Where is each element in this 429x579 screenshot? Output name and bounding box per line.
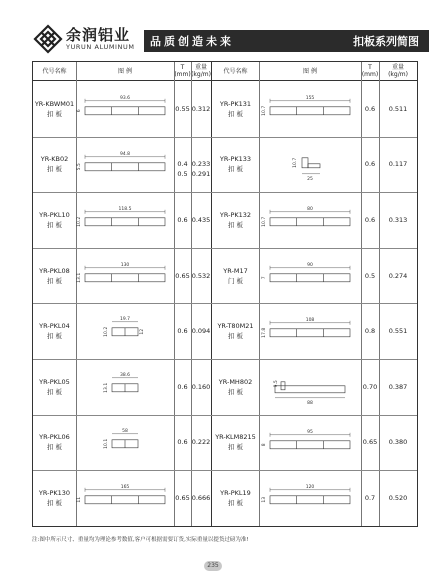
thickness-value: 0.5 bbox=[364, 271, 376, 280]
weight-value: 0.313 bbox=[388, 216, 408, 224]
thickness-value: 0.6 bbox=[177, 382, 188, 391]
header-t-label: T bbox=[368, 64, 372, 71]
product-type: 扣 板 bbox=[46, 332, 63, 341]
thickness-value: 0.6 bbox=[177, 438, 188, 447]
dimension-label: 13.1 bbox=[77, 272, 82, 283]
dimension-label: 80 bbox=[307, 206, 313, 212]
dimension-label: 165 bbox=[120, 484, 130, 490]
weight-value: 0.520 bbox=[388, 494, 408, 502]
product-code: YR-PK133 bbox=[219, 155, 252, 164]
header-w-label: 重量 bbox=[391, 64, 404, 71]
dimension-label: 12 bbox=[140, 329, 145, 336]
profile-drawing bbox=[76, 81, 174, 137]
profile-outline bbox=[275, 386, 345, 393]
weight-value: 0.551 bbox=[388, 327, 408, 336]
product-code: YR-PKL04 bbox=[39, 322, 70, 331]
dimension-label: 6 bbox=[77, 109, 82, 113]
page-number: 235 bbox=[204, 561, 222, 571]
profile-drawing bbox=[76, 248, 174, 304]
dimension-label: 88 bbox=[307, 400, 313, 406]
thickness-value: 0.8 bbox=[364, 327, 376, 336]
thickness-value: 0.70 bbox=[362, 382, 378, 391]
dimension-label: 13.1 bbox=[104, 382, 109, 393]
product-type: 门 板 bbox=[227, 276, 244, 285]
profile-drawing bbox=[259, 470, 361, 526]
header-t-label: T bbox=[180, 64, 185, 71]
profile-drawing bbox=[259, 415, 361, 471]
thickness-value: 0.6 bbox=[177, 327, 188, 336]
product-table bbox=[32, 61, 418, 527]
thickness-value: 0.65 bbox=[362, 438, 378, 447]
grid-line bbox=[379, 62, 380, 526]
yurun-logo-icon bbox=[33, 24, 63, 54]
header-t-unit: (mm) bbox=[361, 71, 379, 78]
profile-drawing bbox=[259, 192, 361, 248]
header-code-left: 代号名称 bbox=[42, 67, 67, 75]
profile-outline bbox=[85, 107, 165, 115]
product-type: 扣 板 bbox=[227, 443, 244, 452]
dimension-label: 108 bbox=[305, 318, 315, 324]
dimension-label: 93.6 bbox=[119, 95, 131, 101]
profile-outline bbox=[308, 163, 320, 167]
header-figure-right: 图 例 bbox=[303, 67, 317, 75]
header-figure-left: 图 例 bbox=[118, 67, 132, 75]
dimension-label: 9.5 bbox=[274, 380, 279, 388]
profile-outline bbox=[85, 162, 165, 170]
profile-drawing bbox=[76, 470, 174, 526]
weight-value: 0.233 0.291 bbox=[191, 160, 211, 179]
grid-line bbox=[361, 62, 362, 526]
thickness-value: 0.6 bbox=[364, 160, 376, 169]
grid-line-center bbox=[211, 62, 212, 526]
dimension-label: 10.2 bbox=[104, 327, 109, 338]
profile-drawing bbox=[76, 192, 174, 248]
dimension-label: 94.8 bbox=[119, 151, 131, 157]
dimension-label: 10.7 bbox=[262, 216, 267, 228]
weight-value: 0.222 bbox=[191, 438, 211, 447]
product-code: YR-PKL05 bbox=[39, 377, 70, 386]
weight-value: 0.312 bbox=[191, 104, 211, 113]
product-type: 扣 板 bbox=[227, 109, 244, 118]
profile-drawing bbox=[76, 303, 174, 359]
product-type: 扣 板 bbox=[46, 276, 63, 285]
profile-outline bbox=[302, 157, 308, 167]
header-w-unit: (kg/m) bbox=[388, 71, 408, 78]
weight-value: 0.160 bbox=[191, 382, 211, 391]
weight-value: 0.274 bbox=[388, 271, 408, 280]
product-type: 扣 板 bbox=[46, 387, 63, 396]
product-type: 扣 板 bbox=[227, 499, 244, 507]
dimension-label: 155 bbox=[305, 95, 315, 101]
product-code: YR-KB02 bbox=[40, 155, 69, 164]
product-type: 扣 板 bbox=[227, 165, 244, 174]
brand-name-en: YURUN ALUMINUM bbox=[66, 43, 135, 51]
profile-drawing bbox=[76, 415, 174, 471]
product-type: 扣 板 bbox=[46, 221, 63, 229]
header-t-left bbox=[174, 62, 191, 80]
dimension-label: 10.1 bbox=[104, 438, 109, 449]
profile-outline bbox=[270, 440, 350, 448]
weight-value: 0.532 bbox=[191, 271, 211, 280]
weight-value: 0.511 bbox=[388, 104, 408, 113]
dimension-label: 58 bbox=[122, 428, 128, 434]
header-t-right bbox=[361, 62, 379, 80]
product-code: YR-PK130 bbox=[38, 489, 71, 497]
thickness-value: 0.6 bbox=[177, 216, 188, 224]
thickness-value: 0.7 bbox=[364, 494, 376, 502]
thickness-value: 0.65 bbox=[175, 271, 190, 280]
grid-line bbox=[191, 62, 192, 526]
profile-outline bbox=[85, 274, 165, 282]
product-code: YR-PK132 bbox=[219, 211, 252, 219]
thickness-value: 0.6 bbox=[364, 104, 376, 113]
product-code: YR-M17 bbox=[223, 266, 248, 275]
product-type: 扣 板 bbox=[46, 165, 63, 174]
product-type: 扣 板 bbox=[227, 221, 244, 229]
dimension-label: 90 bbox=[307, 262, 313, 268]
dimension-label: 8 bbox=[262, 442, 267, 446]
product-type: 扣 板 bbox=[227, 332, 244, 341]
profile-drawing bbox=[259, 81, 361, 137]
profile-outline bbox=[270, 274, 350, 282]
product-code: YR-PKL08 bbox=[39, 266, 70, 275]
weight-value: 0.435 bbox=[191, 216, 211, 224]
product-code: YR-PK131 bbox=[219, 99, 252, 108]
dimension-label: 120 bbox=[305, 484, 315, 490]
grid-line bbox=[174, 62, 175, 526]
profile-drawing bbox=[259, 248, 361, 304]
dimension-label: 10.2 bbox=[77, 216, 82, 228]
header-t-unit: (mm) bbox=[174, 71, 191, 78]
thickness-value: 0.6 bbox=[364, 216, 376, 224]
page-title: 扣板系列简图 bbox=[353, 35, 419, 48]
slogan: 品质创造未来 bbox=[150, 35, 234, 48]
dimension-label: 19.7 bbox=[119, 317, 131, 323]
profile-drawing bbox=[259, 137, 361, 193]
product-code: YR-T80M21 bbox=[217, 322, 254, 331]
dimension-label: 95 bbox=[307, 429, 313, 435]
weight-value: 0.094 bbox=[191, 327, 211, 336]
profile-drawing bbox=[259, 359, 361, 415]
dimension-label: 13 bbox=[262, 497, 267, 503]
thickness-value: 0.55 bbox=[175, 104, 190, 113]
profile-outline bbox=[270, 218, 350, 226]
dimension-label: 118.5 bbox=[118, 206, 132, 212]
thickness-value: 0.65 bbox=[175, 494, 190, 502]
header-w-left bbox=[191, 62, 211, 80]
header-w-unit: (kg/m) bbox=[191, 71, 211, 78]
dimension-label: 10.7 bbox=[262, 105, 267, 116]
header-w-label: 重量 bbox=[194, 64, 207, 71]
product-type: 扣 板 bbox=[46, 499, 63, 507]
dimension-label: 7 bbox=[262, 276, 267, 280]
brand-name-cn: 余润铝业 bbox=[66, 26, 131, 44]
dimension-label: 38.6 bbox=[119, 372, 131, 378]
product-code: YR-PKL10 bbox=[39, 211, 70, 219]
product-code: YR-KLM8215 bbox=[215, 433, 256, 442]
dimension-label: 10.7 bbox=[293, 157, 298, 168]
page-header bbox=[0, 0, 429, 62]
profile-outline bbox=[85, 218, 165, 226]
dimension-label: 130 bbox=[120, 262, 130, 268]
weight-value: 0.380 bbox=[388, 438, 408, 447]
profile-outline bbox=[270, 496, 350, 504]
product-code: YR-PKL06 bbox=[39, 433, 70, 442]
dimension-label: 25 bbox=[307, 176, 313, 182]
product-code: YR-KBWM01 bbox=[34, 99, 75, 108]
profile-drawing bbox=[76, 359, 174, 415]
footnote: 注:图中所示尺寸、重量均为理论参考数值,客户可根据需要订货,实际重量以提货过磅为准! bbox=[32, 537, 249, 543]
profile-outline bbox=[270, 107, 350, 115]
dimension-label: 11 bbox=[77, 497, 82, 503]
thickness-value: 0.4 0.5 bbox=[177, 160, 188, 179]
dimension-label: 5.5 bbox=[77, 162, 82, 170]
weight-value: 0.117 bbox=[388, 160, 408, 169]
header-w-right bbox=[379, 62, 417, 80]
header-code-right: 代号名称 bbox=[223, 67, 248, 75]
product-code: YR-PKL19 bbox=[220, 489, 251, 497]
product-code: YR-MH802 bbox=[218, 377, 253, 386]
profile-drawing bbox=[76, 137, 174, 193]
product-type: 扣 板 bbox=[46, 109, 63, 118]
weight-value: 0.387 bbox=[388, 382, 408, 391]
profile-drawing bbox=[259, 303, 361, 359]
dimension-label: 17.8 bbox=[262, 328, 267, 339]
profile-outline bbox=[270, 329, 350, 337]
product-type: 扣 板 bbox=[46, 443, 63, 452]
weight-value: 0.666 bbox=[191, 494, 211, 502]
profile-outline bbox=[85, 496, 165, 504]
product-type: 扣 板 bbox=[227, 387, 244, 396]
